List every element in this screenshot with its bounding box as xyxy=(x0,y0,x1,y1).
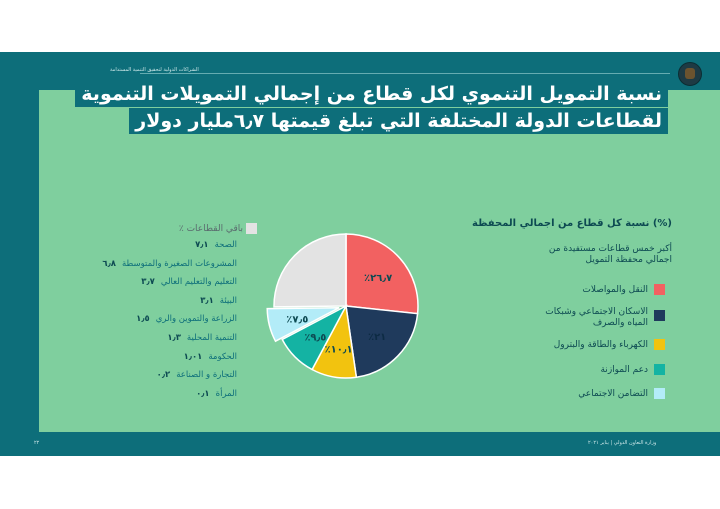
sector-value: ٣٫٧ xyxy=(141,277,155,288)
other-sector-row xyxy=(57,333,237,352)
sector-name: الحكومة xyxy=(208,351,237,362)
other-sector-row xyxy=(57,314,237,333)
pie-chart-svg xyxy=(250,208,442,408)
others-label: باقي القطاعات ٪ xyxy=(178,224,243,234)
legend-swatch-energy xyxy=(654,339,665,350)
sector-value: ٧٫١ xyxy=(195,240,209,250)
pie-slice xyxy=(274,234,346,307)
sector-name: الصحة xyxy=(214,240,237,250)
ministry-logo xyxy=(678,62,702,86)
footer-source: وزارة التعاون الدولي | يناير ٢٠٢١ xyxy=(588,440,657,446)
sector-value: ٠٫٢ xyxy=(156,370,171,381)
legend-swatch-transport xyxy=(654,284,665,295)
page-title-line-2: لقطاعات الدولة المختلفة التي تبلغ قيمتها ٦٫٧مليار دولار xyxy=(129,108,668,134)
others-swatch xyxy=(246,223,257,234)
other-sector-row xyxy=(57,277,237,296)
legend-swatch-housing xyxy=(654,310,665,321)
sector-name: المرأة xyxy=(215,388,237,399)
sector-name: التجارة و الصناعة xyxy=(176,370,237,381)
footer-page-number: ٢٢ xyxy=(34,440,40,446)
sector-name: المشروعات الصغيرة والمتوسطة xyxy=(121,258,237,269)
sector-value: ١٫٠١ xyxy=(183,351,203,362)
pie-slice-label: ٪٩٫٥ xyxy=(304,332,327,344)
header-divider xyxy=(140,73,670,74)
page-title-line-1: نسبة التمويل التنموي لكل قطاع من إجمالي التمويلات التنموية xyxy=(75,81,668,107)
other-sector-row xyxy=(57,296,237,315)
pie-slice-label: ٪٢١ xyxy=(367,331,387,343)
legend-item-housing: الاسكان الاجتماعي وشبكات المياه والصرف xyxy=(545,307,648,328)
other-sector-row xyxy=(57,370,237,389)
pie-slice-label: ٪٢٦٫٧ xyxy=(364,273,393,285)
other-sector-row xyxy=(57,259,237,278)
header-caption: الشراكات الدولية لتحقيق التنمية المستدامة xyxy=(110,67,199,73)
other-sector-row xyxy=(57,352,237,371)
sector-value: ٣٫١ xyxy=(200,295,214,306)
legend-swatch-solidarity xyxy=(654,388,665,399)
legend-item-energy: الكهرباء والطاقة والبترول xyxy=(553,340,648,350)
pie-slice-label: ٪١٠٫١ xyxy=(324,344,353,356)
sector-name: الزراعة والتموين والري xyxy=(155,314,237,325)
sector-name: التعليم والتعليم العالي xyxy=(160,277,237,288)
legend-item-transport: النقل والمواصلات xyxy=(582,285,648,295)
legend-title: (%) نسبة كل قطاع من اجمالي المحفظة xyxy=(472,218,672,229)
pie-slice-label: ٪٧٫٥ xyxy=(286,314,309,326)
sector-value: ١٫٥ xyxy=(136,314,150,325)
other-sector-row xyxy=(57,240,237,259)
sector-name: التنمية المحلية xyxy=(186,332,237,343)
legend-item-solidarity: التضامن الاجتماعي xyxy=(578,389,648,399)
legend-swatch-budget xyxy=(654,364,665,375)
other-sector-row xyxy=(57,389,237,408)
legend-subtitle: أكبر خمس قطاعات مستفيدة من اجمالي محفظة التمويل xyxy=(548,244,672,265)
other-sectors-list xyxy=(57,240,237,407)
sector-value: ٦٫٨ xyxy=(102,258,116,269)
sector-value: ١٫٣ xyxy=(167,332,181,343)
sector-value: ٠٫١ xyxy=(196,388,210,399)
sector-name: البيئة xyxy=(219,295,237,306)
legend-item-budget: دعم الموازنة xyxy=(600,365,648,375)
pie-chart xyxy=(250,208,442,408)
